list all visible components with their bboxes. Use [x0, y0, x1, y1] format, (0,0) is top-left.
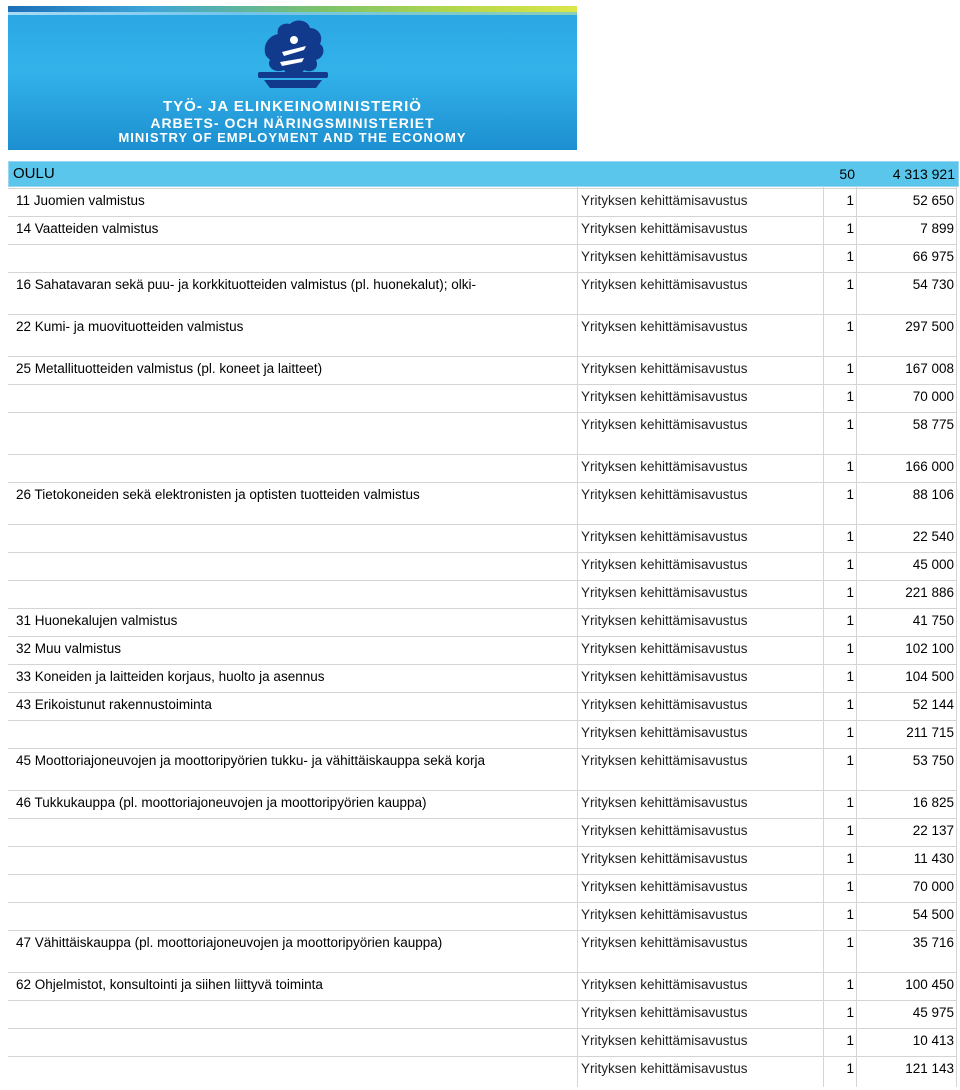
industry-name: 16 Sahatavaran sekä puu- ja korkkituotteiden valmistus (pl. huonekalut); olki- [16, 277, 476, 292]
table-row [8, 356, 957, 385]
grant-amount: 66 975 [912, 249, 954, 264]
grant-type: Yrityksen kehittämisavustus [581, 487, 748, 502]
industry-name: 31 Huonekalujen valmistus [16, 613, 178, 628]
grant-amount: 11 430 [913, 851, 954, 866]
table-row [8, 608, 957, 637]
grant-amount: 58 775 [912, 417, 954, 432]
table-row [8, 524, 957, 553]
ministry-name-fi: TYÖ- JA ELINKEINOMINISTERIÖ [163, 98, 422, 115]
table-row [8, 818, 957, 847]
column-divider [856, 186, 857, 1087]
table-row [8, 216, 957, 245]
grant-type: Yrityksen kehittämisavustus [581, 795, 748, 810]
ministry-name-sv: ARBETS- OCH NÄRINGSMINISTERIET [150, 115, 435, 131]
grant-amount: 41 750 [912, 613, 954, 628]
industry-name: 14 Vaatteiden valmistus [16, 221, 159, 236]
industry-name: 33 Koneiden ja laitteiden korjaus, huolto ja asennus [16, 669, 325, 684]
grant-type: Yrityksen kehittämisavustus [581, 851, 748, 866]
grant-type: Yrityksen kehittämisavustus [581, 1033, 748, 1048]
grant-type: Yrityksen kehittämisavustus [581, 417, 748, 432]
table-row [8, 482, 957, 511]
grant-count: 1 [846, 795, 854, 810]
grant-count: 1 [846, 851, 854, 866]
grant-amount: 88 106 [912, 487, 954, 502]
ministry-logo [8, 6, 577, 150]
grant-amount: 52 650 [912, 193, 954, 208]
grant-type: Yrityksen kehittämisavustus [581, 361, 748, 376]
grant-amount: 166 000 [905, 459, 954, 474]
industry-name: 43 Erikoistunut rakennustoiminta [16, 697, 212, 712]
table-row [8, 874, 957, 903]
grant-amount: 104 500 [905, 669, 954, 684]
grant-count: 1 [846, 935, 854, 950]
grant-count: 1 [846, 361, 854, 376]
table-row [8, 454, 957, 483]
grant-amount: 45 975 [912, 1005, 954, 1020]
industry-name: 25 Metallituotteiden valmistus (pl. koneet ja laitteet) [16, 361, 323, 376]
grant-amount: 16 825 [912, 795, 954, 810]
grant-amount: 221 886 [905, 585, 954, 600]
grant-type: Yrityksen kehittämisavustus [581, 585, 748, 600]
lion-emblem-icon [254, 16, 332, 90]
industry-name: 26 Tietokoneiden sekä elektronisten ja optisten tuotteiden valmistus [16, 487, 420, 502]
table-row [8, 692, 957, 721]
grant-type: Yrityksen kehittämisavustus [581, 193, 748, 208]
column-divider [956, 186, 957, 1087]
grant-type: Yrityksen kehittämisavustus [581, 697, 748, 712]
grant-type: Yrityksen kehittämisavustus [581, 935, 748, 950]
grant-count: 1 [846, 753, 854, 768]
column-divider [823, 186, 824, 1087]
table-row [8, 272, 957, 301]
grant-amount: 70 000 [912, 389, 954, 404]
grant-count: 1 [846, 1005, 854, 1020]
grant-count: 1 [846, 823, 854, 838]
table-row [8, 930, 957, 959]
region-amount: 4 313 921 [892, 166, 955, 182]
industry-name: 45 Moottoriajoneuvojen ja moottoripyörien tukku- ja vähittäiskauppa sekä korja [16, 753, 486, 768]
grant-count: 1 [846, 613, 854, 628]
column-divider [577, 186, 578, 1087]
grant-amount: 70 000 [912, 879, 954, 894]
industry-name: 11 Juomien valmistus [16, 193, 145, 208]
grant-type: Yrityksen kehittämisavustus [581, 669, 748, 684]
grant-count: 1 [846, 389, 854, 404]
grant-amount: 7 899 [920, 221, 954, 236]
region-name: OULU [13, 165, 55, 182]
industry-name: 62 Ohjelmistot, konsultointi ja siihen liittyvä toiminta [16, 977, 323, 992]
table-row [8, 790, 957, 819]
grant-count: 1 [846, 193, 854, 208]
grant-type: Yrityksen kehittämisavustus [581, 529, 748, 544]
grant-count: 1 [846, 641, 854, 656]
grant-count: 1 [846, 557, 854, 572]
grant-count: 1 [846, 907, 854, 922]
grant-amount: 35 716 [912, 935, 954, 950]
grant-type: Yrityksen kehittämisavustus [581, 1005, 748, 1020]
grant-count: 1 [846, 725, 854, 740]
grant-type: Yrityksen kehittämisavustus [581, 221, 748, 236]
grant-amount: 100 450 [905, 977, 954, 992]
table-row [8, 1028, 957, 1057]
grant-count: 1 [846, 277, 854, 292]
industry-name: 32 Muu valmistus [16, 641, 122, 656]
table-row [8, 314, 957, 343]
industry-name: 22 Kumi- ja muovituotteiden valmistus [16, 319, 244, 334]
grant-amount: 54 500 [912, 907, 954, 922]
grant-amount: 53 750 [912, 753, 954, 768]
ministry-name-en: MINISTRY OF EMPLOYMENT AND THE ECONOMY [118, 130, 467, 145]
grant-count: 1 [846, 1061, 854, 1076]
grant-type: Yrityksen kehittämisavustus [581, 879, 748, 894]
industry-name: 46 Tukkukauppa (pl. moottoriajoneuvojen ja moottoripyörien kauppa) [16, 795, 427, 810]
grant-count: 1 [846, 585, 854, 600]
grant-count: 1 [846, 1033, 854, 1048]
grant-type: Yrityksen kehittämisavustus [581, 389, 748, 404]
logo-stripe [8, 12, 577, 15]
grant-count: 1 [846, 221, 854, 236]
grant-type: Yrityksen kehittämisavustus [581, 277, 748, 292]
table-row [8, 972, 957, 1001]
grant-type: Yrityksen kehittämisavustus [581, 249, 748, 264]
grant-amount: 102 100 [905, 641, 954, 656]
grant-amount: 54 730 [912, 277, 954, 292]
grant-amount: 45 000 [912, 557, 954, 572]
grant-count: 1 [846, 249, 854, 264]
table-row [8, 846, 957, 875]
grant-type: Yrityksen kehittämisavustus [581, 725, 748, 740]
grant-count: 1 [846, 697, 854, 712]
region-header-row [8, 161, 959, 187]
table-row [8, 1000, 957, 1029]
grant-count: 1 [846, 977, 854, 992]
industry-name: 47 Vähittäiskauppa (pl. moottoriajoneuvojen ja moottoripyörien kauppa) [16, 935, 443, 950]
grant-count: 1 [846, 319, 854, 334]
grant-count: 1 [846, 417, 854, 432]
table-row [8, 1056, 957, 1085]
table-row [8, 384, 957, 413]
grant-amount: 22 137 [912, 823, 954, 838]
grant-amount: 211 715 [906, 725, 954, 740]
table-row [8, 664, 957, 693]
grant-type: Yrityksen kehittämisavustus [581, 907, 748, 922]
table-row [8, 580, 957, 609]
table-row [8, 412, 957, 441]
grant-count: 1 [846, 529, 854, 544]
grant-amount: 167 008 [905, 361, 954, 376]
grant-type: Yrityksen kehittämisavustus [581, 557, 748, 572]
grant-type: Yrityksen kehittämisavustus [581, 319, 748, 334]
grant-amount: 121 143 [905, 1061, 954, 1076]
grant-type: Yrityksen kehittämisavustus [581, 641, 748, 656]
grant-type: Yrityksen kehittämisavustus [581, 459, 748, 474]
grant-amount: 22 540 [912, 529, 954, 544]
grant-count: 1 [846, 669, 854, 684]
grant-type: Yrityksen kehittämisavustus [581, 753, 748, 768]
table-row [8, 188, 957, 217]
grant-amount: 52 144 [912, 697, 954, 712]
grant-type: Yrityksen kehittämisavustus [581, 613, 748, 628]
table-row [8, 720, 957, 749]
table-row [8, 748, 957, 777]
grant-amount: 297 500 [905, 319, 954, 334]
table-row [8, 902, 957, 931]
table-row [8, 636, 957, 665]
grant-amount: 10 413 [912, 1033, 954, 1048]
grant-type: Yrityksen kehittämisavustus [581, 977, 748, 992]
region-count: 50 [839, 166, 855, 182]
grant-type: Yrityksen kehittämisavustus [581, 1061, 748, 1076]
grant-count: 1 [846, 487, 854, 502]
grant-count: 1 [846, 459, 854, 474]
table-row [8, 552, 957, 581]
grant-type: Yrityksen kehittämisavustus [581, 823, 748, 838]
grant-count: 1 [846, 879, 854, 894]
table-row [8, 244, 957, 273]
